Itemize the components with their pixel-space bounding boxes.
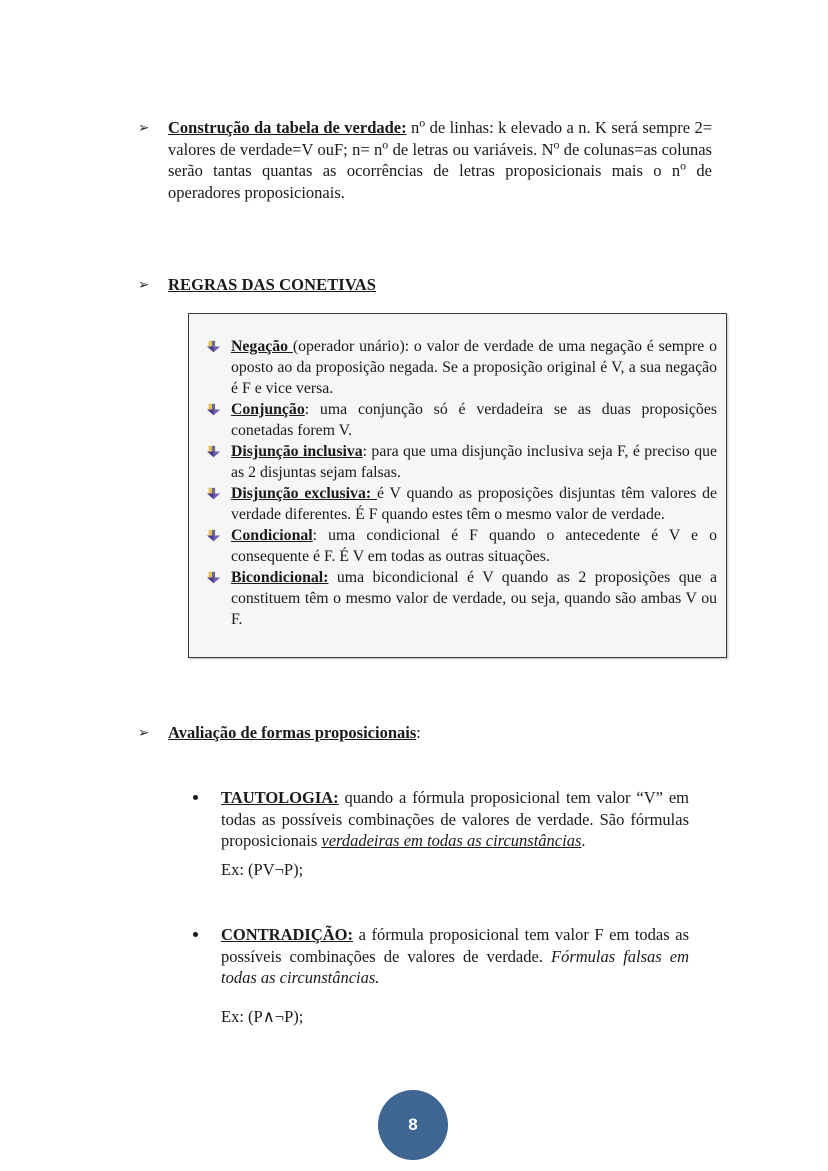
section-truth-table-title: Construção da tabela de verdade: (168, 118, 407, 137)
definition-term: TAUTOLOGIA: (221, 788, 339, 807)
definition-text-before: quando a fórmula proposicional tem valor “V” em todas as possíveis combinações de valores de verdade. São fórmulas proposicionais (221, 788, 689, 850)
arrow-bullet-icon (207, 571, 220, 584)
definition-contradicao (193, 924, 689, 989)
arrow-bullet-icon (207, 529, 220, 542)
definition-term: CONTRADIÇÃO: (221, 925, 353, 944)
example-contradicao: Ex: (P∧¬P); (221, 1007, 304, 1026)
rule-body: : uma conjunção só é verdadeira se as duas proposições conetadas forem V. (231, 401, 717, 439)
list-item-text (231, 399, 717, 441)
section-rules-heading-body (168, 274, 712, 296)
list-item-text (231, 441, 717, 483)
rule-body: uma bicondicional é V quando as 2 proposições que a constituem têm o mesmo valor de verdade, ou seja, quando são ambas V ou F. (231, 569, 717, 628)
section-evaluation (138, 722, 712, 744)
arrow-bullet-icon (207, 403, 220, 416)
section-evaluation-body (168, 722, 712, 744)
rule-body: (operador unário): o valor de verdade de uma negação é sempre o oposto ao da proposição negada. Se a proposição original é V, a sua negação é F e vice versa. (231, 338, 717, 397)
rule-body: : uma condicional é F quando o antecedente é V e o consequente é F. É V em todas as outras situações. (231, 527, 717, 565)
rule-term: Disjunção inclusiva (231, 443, 363, 460)
list-item-text (231, 525, 717, 567)
section-evaluation-colon: : (416, 723, 421, 742)
rule-body: é V quando as proposições disjuntas têm valores de verdade diferentes. É F quando estes têm o mesmo valor de verdade. (231, 485, 717, 523)
definition-contradicao-body (221, 924, 689, 989)
list-item-text (231, 483, 717, 525)
page-number-badge (378, 1090, 448, 1160)
list-item-text (231, 567, 717, 630)
rule-term: Negação (231, 338, 293, 355)
definition-text-before: a fórmula proposicional tem valor F em todas as possíveis combinações de valores de verdade. (221, 925, 689, 966)
rule-term: Disjunção exclusiva: (231, 485, 377, 502)
rule-body: : para que uma disjunção inclusiva seja F, é preciso que as 2 disjuntas sejam falsas. (231, 443, 717, 481)
definition-tautologia (193, 787, 689, 852)
section-evaluation-title: Avaliação de formas proposicionais (168, 723, 417, 742)
section-rules-heading-title: REGRAS DAS CONETIVAS (168, 275, 377, 294)
page-number-text: 8 (408, 1115, 418, 1134)
definition-tautologia-body (221, 787, 689, 852)
rules-box (188, 313, 727, 658)
definition-emphasis: Fórmulas falsas em todas as circunstâncias. (221, 946, 689, 987)
rule-term: Condicional (231, 527, 313, 544)
arrowhead-bullet-icon: ➢ (138, 277, 150, 293)
bullet-dot-icon (193, 795, 198, 800)
rule-term: Conjunção (231, 401, 305, 418)
arrowhead-bullet-icon: ➢ (138, 725, 150, 741)
arrow-bullet-icon (207, 487, 220, 500)
arrowhead-bullet-icon: ➢ (138, 120, 150, 136)
bullet-dot-icon (193, 932, 198, 937)
list-item (199, 483, 717, 525)
list-item (199, 441, 717, 483)
rules-list (199, 336, 717, 630)
definition-text-after: . (581, 831, 586, 850)
rule-term: Bicondicional: (231, 569, 329, 586)
arrow-bullet-icon (207, 445, 220, 458)
definition-emphasis: verdadeiras em todas as circunstâncias (321, 831, 582, 850)
example-tautologia: Ex: (PV¬P); (221, 860, 304, 879)
list-item (199, 525, 717, 567)
section-rules-heading (138, 274, 712, 296)
list-item (199, 336, 717, 399)
section-truth-table-text: $n^o$ de linhas: k elevado a n. K será sempre 2= valores de verdade=V ouF; $n= n^o$ de letras ou variáveis. $N^o$ de colunas=as colunas serão tantas quantas as ocorrências de letras proposicionais mais o $n^o$ de operadores proposicionais. (168, 115, 712, 202)
arrow-bullet-icon (207, 340, 220, 353)
section-truth-table-body (168, 117, 712, 203)
list-item (199, 567, 717, 630)
list-item-text (231, 336, 717, 399)
section-truth-table (138, 117, 712, 203)
list-item (199, 399, 717, 441)
